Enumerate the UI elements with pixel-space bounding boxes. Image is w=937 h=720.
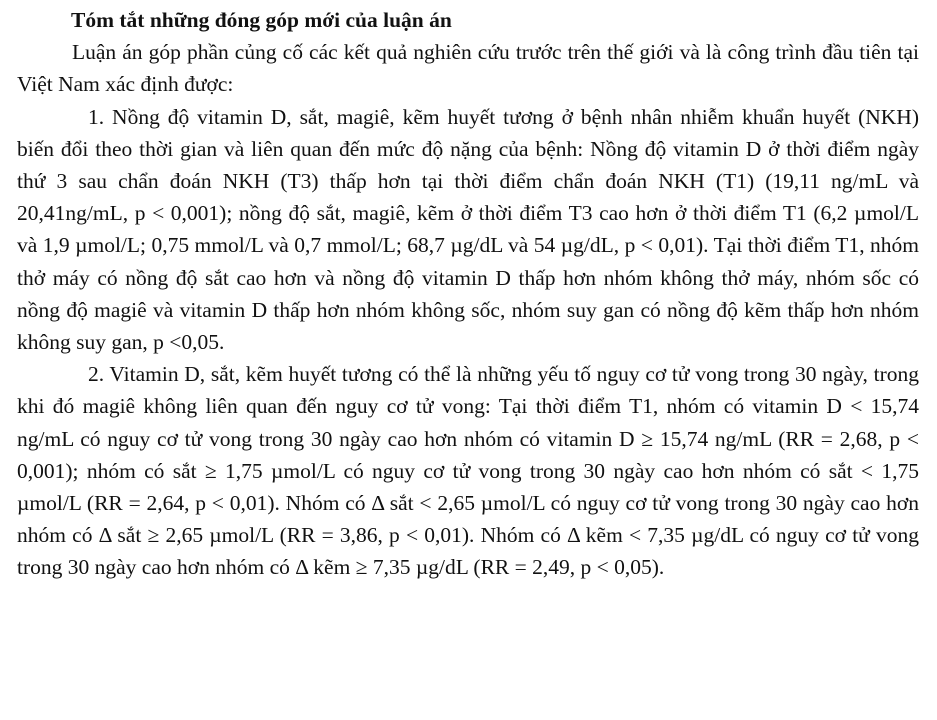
contribution-1-paragraph: 1. Nồng độ vitamin D, sắt, magiê, kẽm huyết tương ở bệnh nhân nhiễm khuẩn huyết (NKH) biến đổi theo thời gian và liên quan đến mức độ nặng của bệnh: Nồng độ vitamin D ở thời điểm ngày thứ 3 sau chẩn đoán NKH (T3) thấp hơn tại thời điểm chẩn đoán NKH (T1) (19,11 ng/mL và 20,41ng/mL, p < 0,001); nồng độ sắt, magiê, kẽm ở thời điểm T3 cao hơn ở thời điểm T1 (6,2 µmol/L và 1,9 µmol/L; 0,75 mmol/L và 0,7 mmol/L; 68,7 µg/dL và 54 µg/dL, p < 0,01). Tại thời điểm T1, nhóm thở máy có nồng độ sắt cao hơn và nồng độ vitamin D thấp hơn nhóm không thở máy, nhóm sốc có nồng độ magiê và vitamin D thấp hơn nhóm không sốc, nhóm suy gan có nồng độ kẽm thấp hơn nhóm không suy gan, p <0,05.	[17, 104, 919, 355]
contribution-2-paragraph: 2. Vitamin D, sắt, kẽm huyết tương có thể là những yếu tố nguy cơ tử vong trong 30 ngày, trong khi đó magiê không liên quan đến nguy cơ tử vong: Tại thời điểm T1, nhóm có vitamin D < 15,74 ng/mL có nguy cơ tử vong trong 30 ngày cao hơn nhóm có vitamin D ≥ 15,74 ng/mL (RR = 2,68, p < 0,001); nhóm có sắt ≥ 1,75 µmol/L có nguy cơ tử vong trong 30 ngày cao hơn nhóm có sắt < 1,75 µmol/L (RR = 2,64, p < 0,01). Nhóm có Δ sắt < 2,65 µmol/L có nguy cơ tử vong trong 30 ngày cao hơn nhóm có Δ sắt ≥ 2,65 µmol/L (RR = 3,86, p < 0,01). Nhóm có Δ kẽm < 7,35 µg/dL có nguy cơ tử vong trong 30 ngày cao hơn nhóm có Δ kẽm ≥ 7,35 µg/dL (RR = 2,49, p < 0,05).	[17, 362, 919, 580]
section-heading: Tóm tắt những đóng góp mới của luận án	[71, 8, 452, 32]
document-page	[17, 4, 919, 584]
intro-paragraph: Luận án góp phần củng cố các kết quả nghiên cứu trước trên thế giới và là công trình đầu tiên tại Việt Nam xác định được:	[17, 40, 919, 97]
